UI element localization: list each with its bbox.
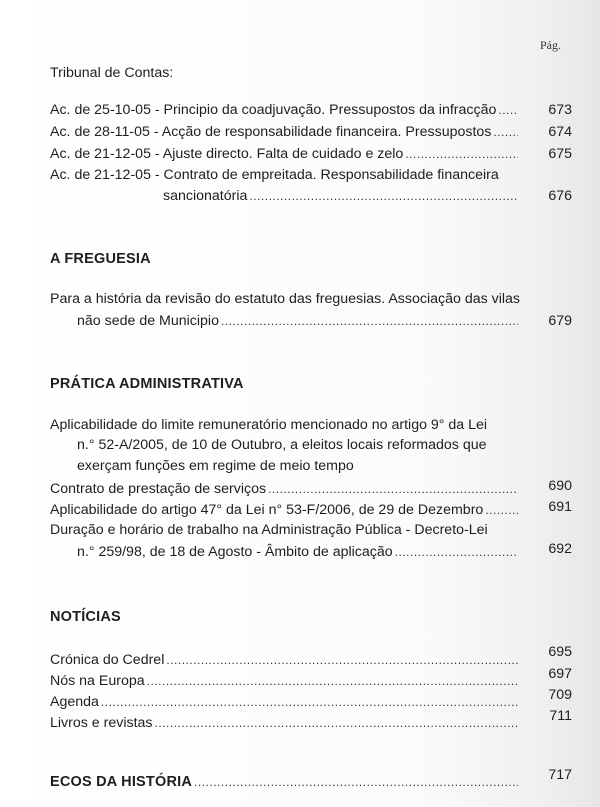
toc-entry-pratica-4-line1: Duração e horário de trabalho na Administração Pública - Decreto-Lei: [50, 522, 488, 538]
page-number: 709: [548, 687, 572, 703]
leader-dots: [498, 103, 518, 117]
page-number: 679: [548, 313, 572, 329]
leader-dots: [101, 695, 518, 709]
entry-label: Ac. de 21-12-05 - Ajuste directo. Falta de cuidado e zelo: [50, 146, 404, 162]
leader-dots: [147, 674, 518, 688]
toc-entry-pratica-1-line3: exerçam funções em regime de meio tempo: [77, 458, 354, 474]
toc-entry-tribunal-1[interactable]: [50, 102, 520, 118]
leader-dots: [268, 482, 518, 496]
page-number: 691: [548, 499, 572, 515]
entry-label: Nós na Europa: [50, 673, 145, 689]
page-number: 674: [548, 124, 572, 140]
page-number: 697: [548, 666, 572, 682]
page-number: 676: [548, 188, 572, 204]
section-heading-noticias: NOTÍCIAS: [50, 609, 121, 625]
page-number: 690: [548, 478, 572, 494]
entry-label: n.° 259/98, de 18 de Agosto - Âmbito de aplicação: [77, 544, 393, 560]
entry-label: Contrato de prestação de serviços: [50, 481, 267, 497]
entry-label: Crónica do Cedrel: [50, 652, 165, 668]
entry-label: sancionatória: [163, 188, 248, 204]
page-number: 673: [548, 102, 572, 118]
toc-entry-tribunal-4[interactable]: [163, 188, 520, 204]
toc-entry-tribunal-3[interactable]: [50, 146, 520, 162]
section-heading-freguesia: A FREGUESIA: [50, 251, 151, 267]
toc-entry-freguesia-line1: Para a história da revisão do estatuto das freguesias. Associação das vilas: [50, 291, 521, 307]
leader-dots: [493, 125, 518, 139]
leader-dots: [485, 503, 518, 517]
toc-entry-pratica-3[interactable]: [50, 502, 520, 518]
page-number: 695: [548, 644, 572, 660]
toc-entry-noticias-2[interactable]: [50, 673, 520, 689]
toc-entry-tribunal-2[interactable]: [50, 124, 520, 140]
tribunal-heading: Tribunal de Contas:: [50, 65, 174, 81]
toc-entry-tribunal-4-line1: Ac. de 21-12-05 - Contrato de empreitada. Responsabilidade financeira: [50, 167, 499, 183]
toc-entry-noticias-3[interactable]: [50, 694, 520, 710]
page-number: 717: [548, 767, 572, 783]
section-heading-pratica: PRÁTICA ADMINISTRATIVA: [50, 376, 244, 392]
leader-dots: [155, 716, 519, 730]
section-heading-ecos: ECOS DA HISTÓRIA: [50, 774, 193, 790]
pag-column-label: Pág.: [540, 38, 561, 52]
toc-entry-pratica-2[interactable]: [50, 481, 520, 497]
page-number: 675: [548, 146, 572, 162]
toc-entry-freguesia[interactable]: [77, 313, 520, 329]
toc-entry-pratica-1-line1: Aplicabilidade do limite remuneratório mencionado no artigo 9° da Lei: [50, 417, 488, 433]
toc-entry-noticias-4[interactable]: [50, 715, 520, 731]
page-number: 711: [549, 708, 572, 724]
leader-dots: [249, 189, 518, 203]
entry-label: Agenda: [50, 694, 99, 710]
toc-entry-pratica-4[interactable]: [77, 544, 520, 560]
leader-dots: [194, 775, 518, 789]
toc-entry-pratica-1-line2: n.° 52-A/2005, de 10 de Outubro, a eleitos locais reformados que: [77, 437, 487, 453]
entry-label: Livros e revistas: [50, 715, 153, 731]
leader-dots: [166, 653, 518, 667]
leader-dots: [221, 314, 518, 328]
toc-entry-noticias-1[interactable]: [50, 652, 520, 668]
entry-label: Ac. de 25-10-05 - Principio da coadjuvação. Pressupostos da infracção: [50, 102, 497, 118]
entry-label: Ac. de 28-11-05 - Acção de responsabilidade financeira. Pressupostos: [50, 124, 492, 140]
leader-dots: [405, 147, 518, 161]
entry-label: não sede de Municipio: [77, 313, 219, 329]
toc-entry-ecos[interactable]: [50, 774, 520, 790]
leader-dots: [395, 545, 518, 559]
entry-label: Aplicabilidade do artigo 47° da Lei n° 53-F/2006, de 29 de Dezembro: [50, 502, 484, 518]
page-number: 692: [548, 541, 572, 557]
